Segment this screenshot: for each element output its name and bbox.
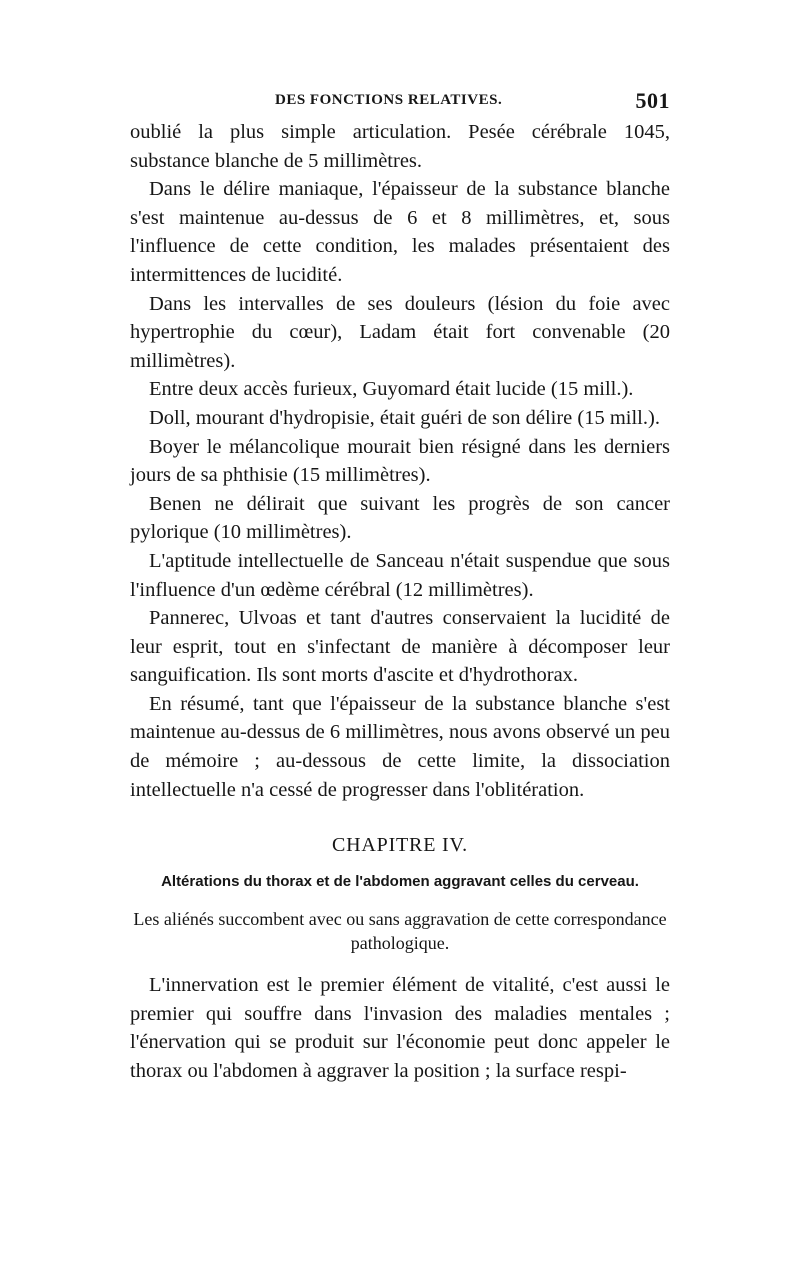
running-header: [130, 88, 670, 118]
document-page: [130, 88, 670, 1086]
paragraph-doll: Doll, mourant d'hydropisie, était guéri de son délire (15 mill.).: [149, 406, 660, 429]
running-title: DES FONCTIONS RELATIVES.: [275, 92, 503, 108]
paragraph-boyer: Boyer le mélancolique mourait bien résigné dans les derniers jours de sa phthisie (15 millimètres).: [130, 435, 670, 487]
chapter-body: [130, 971, 670, 1085]
chapter-title: CHAPITRE IV.: [332, 834, 468, 857]
chapter-summary: Les aliénés succombent avec ou sans aggravation de cette correspondance pathologique.: [133, 909, 667, 954]
paragraph-ladam: Dans les intervalles de ses douleurs (lésion du foie avec hypertrophie du cœur), Ladam était fort convenable (20 millimètres).: [130, 292, 670, 372]
paragraph-continuation: oublié la plus simple articulation. Pesée cérébrale 1045, substance blanche de 5 millimètres.: [130, 121, 670, 172]
paragraph-guyomard: Entre deux accès furieux, Guyomard était lucide (15 mill.).: [149, 378, 634, 401]
chapter-subtitle: Altérations du thorax et de l'abdomen aggravant celles du cerveau.: [161, 873, 639, 891]
paragraph-pannerec: Pannerec, Ulvoas et tant d'autres conservaient la lucidité de leur esprit, tout en s'infectant de manière à décomposer leur sanguification. Ils sont morts d'ascite et d'hydrothorax.: [130, 607, 670, 687]
paragraph-delire-maniaque: Dans le délire maniaque, l'épaisseur de la substance blanche s'est maintenue au-dessus de 6 et 8 millimètres, et, sous l'influence de cette condition, les malades présentaient des intermittences de lucidité.: [130, 178, 670, 286]
body-text: [130, 118, 670, 804]
page-number: 501: [635, 88, 670, 113]
paragraph-sanceau: L'aptitude intellectuelle de Sanceau n'était suspendue que sous l'influence d'un œdème cérébral (12 millimètres).: [130, 549, 670, 601]
paragraph-resume: En résumé, tant que l'épaisseur de la substance blanche s'est maintenue au-dessus de 6 millimètres, nous avons observé un peu de mémoire ; au-dessous de cette limite, la dissociation intellectuelle n'a cessé de progresser dans l'oblitération.: [130, 692, 670, 801]
paragraph-benen: Benen ne délirait que suivant les progrès de son cancer pylorique (10 millimètres).: [130, 492, 670, 544]
paragraph-innervation: L'innervation est le premier élément de vitalité, c'est aussi le premier qui souffre dans l'invasion des maladies mentales ; l'énervation qui se produit sur l'économie peut donc appeler le thorax ou l'abdomen à aggraver la position ; la surface respi-: [130, 974, 670, 1083]
